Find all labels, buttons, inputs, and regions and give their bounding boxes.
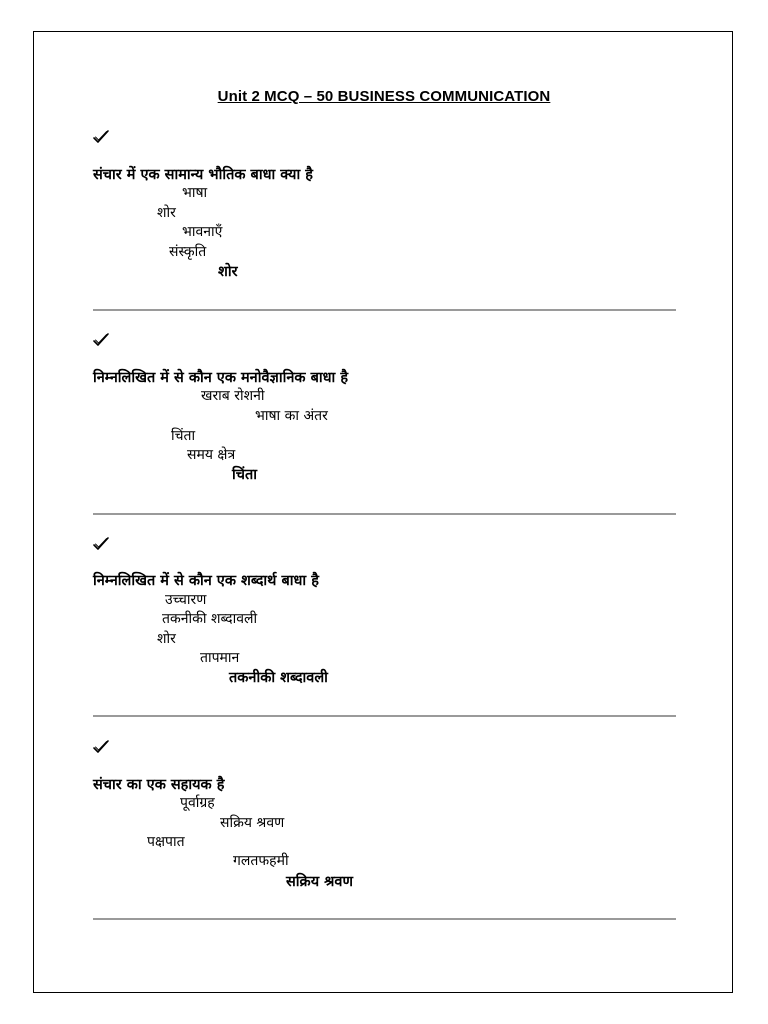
option-c: भावनाएँ — [182, 224, 223, 240]
section-divider — [93, 513, 676, 515]
option-b: सक्रिय श्रवण — [220, 815, 285, 831]
option-b: तकनीकी शब्दावली — [162, 611, 258, 627]
question-text: निम्नलिखित में से कौन एक मनोवैज्ञानिक बाधा है — [93, 370, 349, 386]
option-b: भाषा का अंतर — [255, 408, 328, 424]
option-a: खराब रोशनी — [201, 388, 265, 404]
question-text: संचार में एक सामान्य भौतिक बाधा क्या है — [93, 167, 313, 183]
checkmark-icon — [92, 739, 110, 755]
section-divider — [93, 715, 676, 717]
answer-text: तकनीकी शब्दावली — [229, 670, 328, 686]
option-d: गलतफहमी — [233, 853, 289, 869]
option-a: उच्चारण — [165, 592, 207, 608]
checkmark-icon — [92, 129, 110, 145]
document-title: Unit 2 MCQ – 50 BUSINESS COMMUNICATION — [217, 88, 551, 105]
question-text: निम्नलिखित में से कौन एक शब्दार्थ बाधा है — [93, 573, 319, 589]
option-c: शोर — [157, 631, 176, 647]
section-divider — [93, 309, 676, 311]
option-a: भाषा — [182, 185, 208, 201]
option-b: शोर — [157, 205, 176, 221]
option-a: पूर्वाग्रह — [180, 795, 215, 811]
answer-text: चिंता — [232, 467, 257, 483]
question-text: संचार का एक सहायक है — [93, 777, 225, 793]
section-divider — [93, 918, 676, 920]
answer-text: सक्रिय श्रवण — [286, 874, 353, 890]
option-d: तापमान — [200, 650, 240, 666]
option-d: संस्कृति — [169, 244, 207, 260]
option-d: समय क्षेत्र — [187, 447, 236, 463]
answer-text: शोर — [218, 264, 238, 280]
option-c: चिंता — [171, 428, 196, 444]
checkmark-icon — [92, 536, 110, 552]
option-c: पक्षपात — [147, 834, 185, 850]
checkmark-icon — [92, 332, 110, 348]
